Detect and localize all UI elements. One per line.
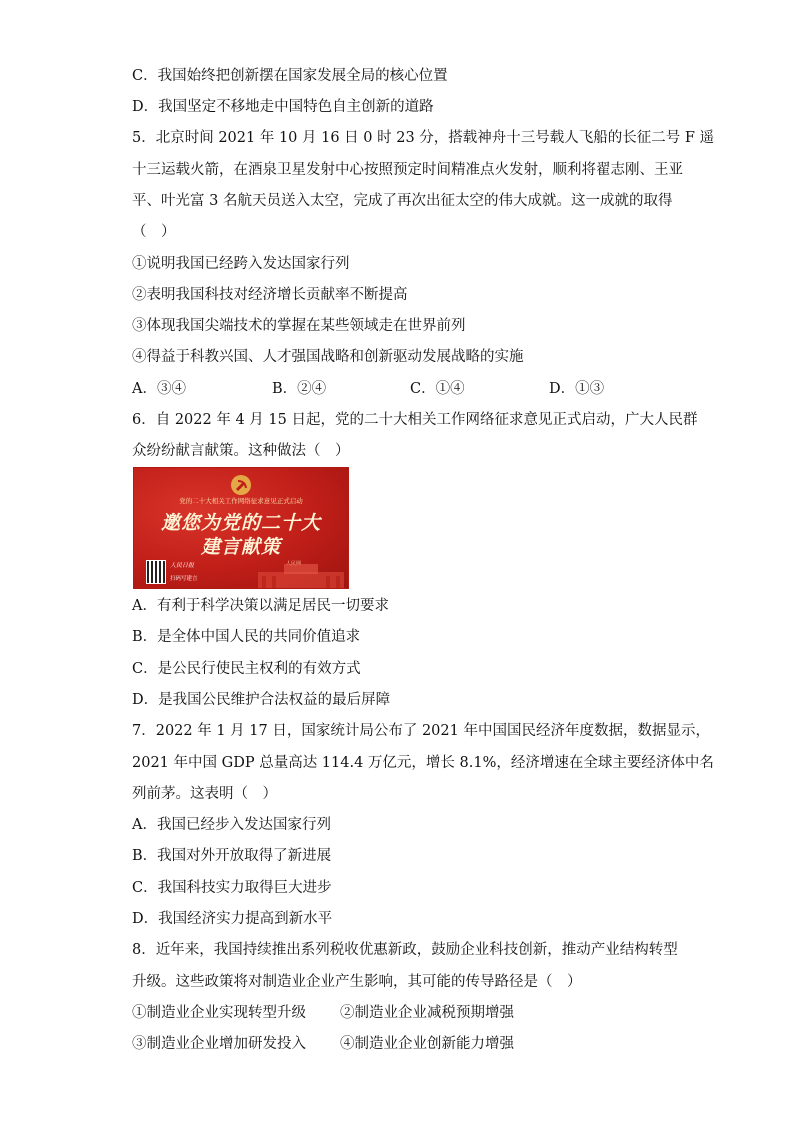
q8-item-2: ②制造业企业减税预期增强	[340, 1005, 514, 1021]
poster-title-line1: 邀您为党的二十大	[160, 512, 321, 534]
q5-choice-b: B．②④	[272, 381, 327, 397]
q7-option-a: A．我国已经步入发达国家行列	[132, 817, 331, 833]
q5-item-4: ④得益于科教兴国、人才强国战略和创新驱动发展战略的实施	[132, 349, 524, 365]
q5-choice-c: C．①④	[410, 381, 465, 397]
q8-stem-line2: 升级。这些政策将对制造业企业产生影响，其可能的传导路径是（ ）	[132, 974, 582, 990]
q5-stem-line2: 十三运载火箭，在酒泉卫星发射中心按照预定时间精准点火发射，顺利将翟志刚、王亚	[132, 162, 683, 178]
q7-stem-line1: 7．2022 年 1 月 17 日，国家统计局公布了 2021 年中国国民经济年度数据，数据显示，	[132, 723, 710, 739]
great-hall-silhouette-icon	[254, 558, 348, 588]
q6-option-c: C．是公民行使民主权利的有效方式	[132, 661, 361, 677]
party-emblem-icon	[230, 474, 252, 496]
qr-code-icon	[146, 560, 166, 584]
poster-scan-text: 扫码写建言	[170, 576, 198, 582]
q4-option-d: D．我国坚定不移地走中国特色自主创新的道路	[132, 99, 434, 115]
q6-poster-image	[133, 467, 349, 589]
q6-option-b: B．是全体中国人民的共同价值追求	[132, 629, 361, 645]
q5-stem-line4: （ ）	[132, 224, 176, 240]
q8-item-3: ③制造业企业增加研发投入	[132, 1036, 306, 1052]
q6-option-d: D．是我国公民维护合法权益的最后屏障	[132, 692, 391, 708]
q6-option-a: A．有利于科学决策以满足居民一切要求	[132, 598, 389, 614]
q8-stem-line1: 8．近年来，我国持续推出系列税收优惠新政，鼓励企业科技创新，推动产业结构转型	[132, 942, 678, 958]
poster-logo: 人民日报	[170, 562, 195, 569]
q5-item-3: ③体现我国尖端技术的掌握在某些领域走在世界前列	[132, 318, 466, 334]
q7-stem-line3: 列前茅。这表明（ ）	[132, 786, 277, 802]
q5-stem-line1: 5．北京时间 2021 年 10 月 16 日 0 时 23 分，搭载神舟十三号载人飞船的长征二号 F 遥	[132, 130, 715, 146]
q6-stem-line2: 众纷纷献言献策。这种做法（ ）	[132, 443, 350, 459]
q7-option-b: B．我国对外开放取得了新进展	[132, 848, 332, 864]
q7-option-d: D．我国经济实力提高到新水平	[132, 911, 333, 927]
q8-item-1: ①制造业企业实现转型升级	[132, 1005, 306, 1021]
q5-item-2: ②表明我国科技对经济增长贡献率不断提高	[132, 287, 408, 303]
q5-choice-a: A．③④	[132, 381, 186, 397]
poster-title-line2: 建言献策	[200, 536, 281, 558]
q5-stem-line3: 平、叶光富 3 名航天员送入太空，完成了再次出征太空的伟大成就。这一成就的取得	[132, 193, 673, 209]
poster-subtitle: 党的二十大相关工作网络征求意见正式启动	[179, 497, 303, 505]
q7-stem-line2: 2021 年中国 GDP 总量高达 114.4 万亿元，增长 8.1%，经济增速在全球主要经济体中名	[132, 755, 714, 771]
q6-stem-line1: 6．自 2022 年 4 月 15 日起，党的二十大相关工作网络征求意见正式启动，广大人民群	[132, 412, 698, 428]
q5-item-1: ①说明我国已经跨入发达国家行列	[132, 256, 350, 272]
q4-option-c: C．我国始终把创新摆在国家发展全局的核心位置	[132, 68, 448, 84]
q5-choice-d: D．①③	[549, 381, 605, 397]
q8-item-4: ④制造业企业创新能力增强	[340, 1036, 514, 1052]
q7-option-c: C．我国科技实力取得巨大进步	[132, 880, 332, 896]
